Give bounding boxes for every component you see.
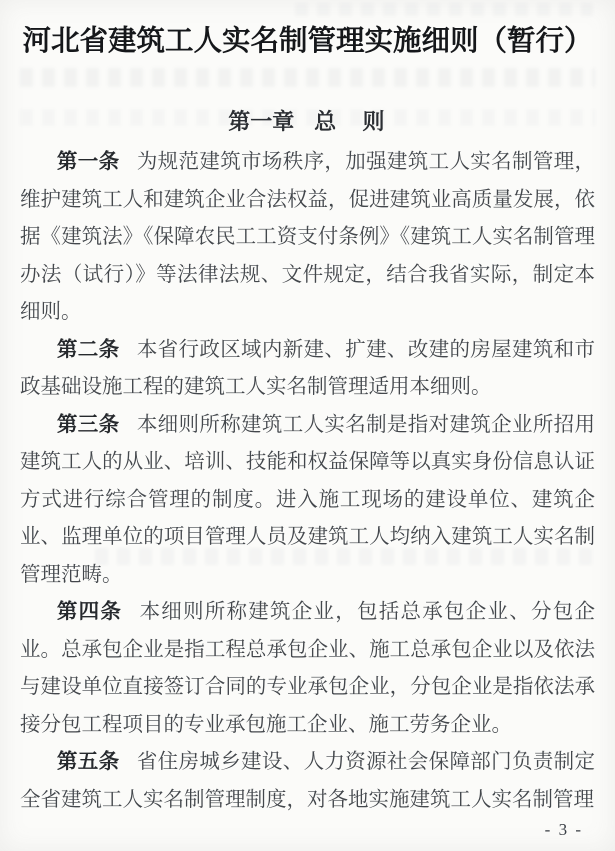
article-2-text: 本省行政区域内新建、扩建、改建的房屋建筑和市政基础设施工程的建筑工人实名制管理适用本细则。 (20, 338, 596, 398)
article-4-number: 第四条 (56, 601, 123, 623)
article-4-paragraph (20, 594, 595, 744)
article-1-text: 为规范建筑市场秩序，加强建筑工人实名制管理，维护建筑工人和建筑企业合法权益，促进建筑业高质量发展，依据《建筑法》《保障农民工工资支付条例》《建筑工人实名制管理办法（试行）》等法律法规、文件规定，结合我省实际，制定本细则。 (20, 151, 596, 323)
document-title: 河北省建筑工人实名制管理实施细则（暂行） (22, 26, 593, 57)
article-3-text: 本细则所称建筑工人实名制是指对建筑企业所招用建筑工人的从业、培训、技能和权益保障等以真实身份信息认证方式进行综合管理的制度。进入施工现场的建设单位、建筑企业、监理单位的项目管理人员及建筑工人均纳入建筑工人实名制管理范畴。 (20, 413, 596, 586)
document-content (0, 22, 615, 819)
article-2-paragraph (20, 332, 595, 407)
document-body (20, 144, 595, 819)
chapter-number: 第一章 (228, 109, 295, 134)
page-number: - 3 - (544, 820, 583, 839)
article-4-text: 本细则所称建筑企业，包括总承包企业、分包企业。总承包企业是指工程总承包企业、施工总承包企业以及依法与建设单位直接签订合同的专业承包企业，分包企业是指依法承接分包工程项目的专业承包施工企业、施工劳务企业。 (20, 601, 596, 736)
chapter-heading (20, 108, 595, 136)
article-1-paragraph (20, 144, 595, 332)
article-3-number: 第三条 (56, 413, 120, 436)
ink-bleed-artifact (295, 3, 593, 16)
article-3-paragraph (20, 407, 595, 595)
article-5-text: 省住房城乡建设、人力资源社会保障部门负责制定全省建筑工人实名制管理制度，对各地实施建筑工人实名制管理 (20, 751, 596, 811)
article-2-number: 第二条 (56, 338, 120, 361)
article-5-paragraph (20, 744, 595, 819)
article-1-number: 第一条 (56, 151, 120, 173)
chapter-title: 总 则 (314, 109, 387, 134)
article-5-number: 第五条 (56, 751, 120, 773)
